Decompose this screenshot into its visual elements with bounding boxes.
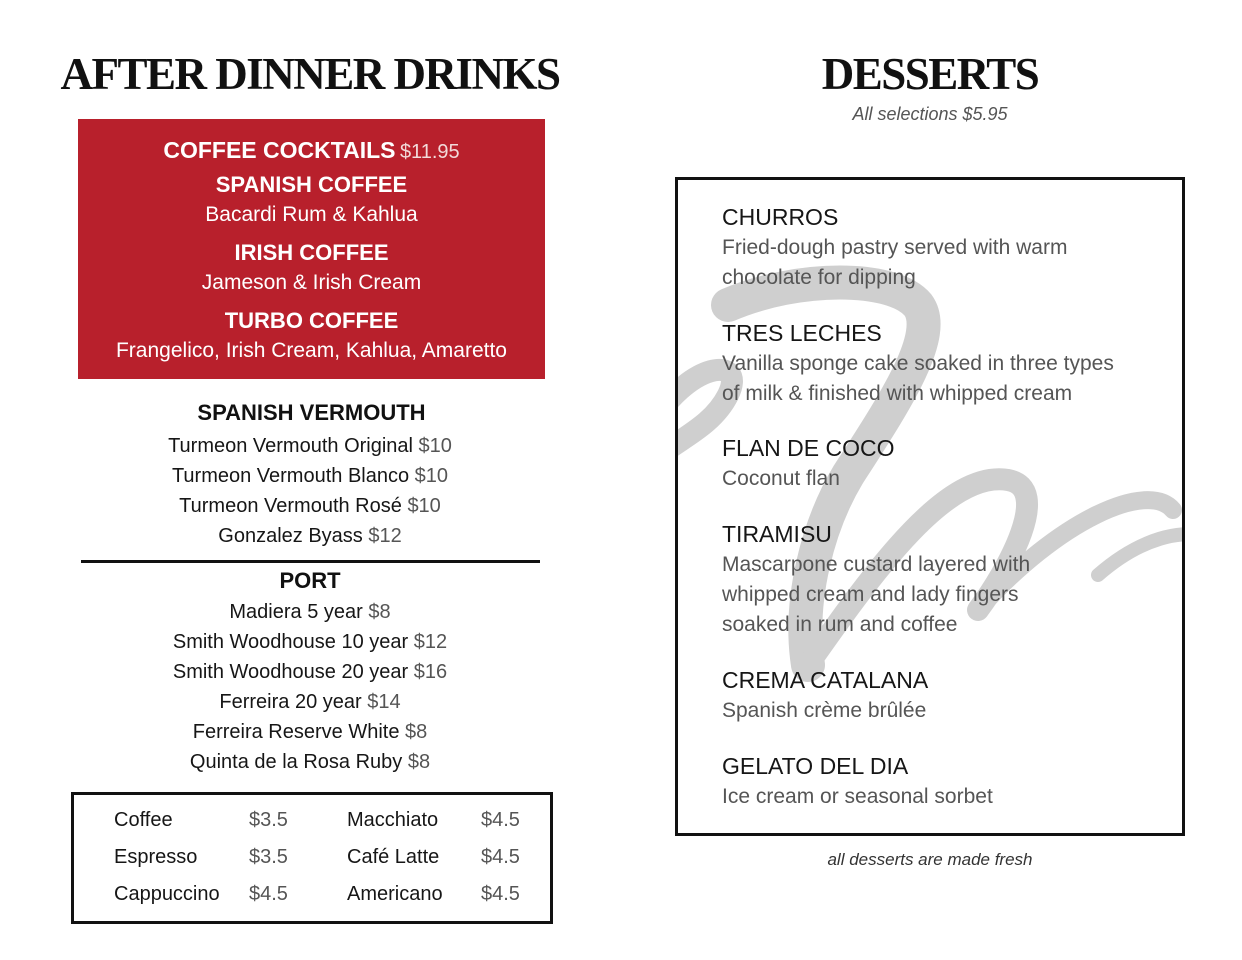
coffee-drink-price: $4.5 — [481, 809, 520, 831]
item-name: Ferreira Reserve White — [192, 721, 400, 743]
coffee-drink-name: Café Latte — [347, 846, 440, 868]
cocktail-desc: Bacardi Rum & Kahlua — [205, 203, 418, 226]
dessert-desc-line: of milk & finished with whipped cream — [722, 382, 1073, 405]
dessert-name: TRES LECHES — [722, 320, 882, 346]
desserts-footer-note: all desserts are made fresh — [827, 850, 1033, 869]
coffee-drink-price: $4.5 — [481, 846, 520, 868]
item-price: $10 — [407, 495, 441, 517]
list-item — [60, 491, 560, 521]
item-name: Ferreira 20 year — [219, 691, 362, 713]
item-price: $14 — [367, 691, 401, 713]
item-name: Turmeon Vermouth Original — [168, 435, 413, 457]
item-name: Smith Woodhouse 20 year — [172, 661, 409, 683]
dessert-name: TIRAMISU — [722, 521, 832, 547]
dessert-name: GELATO DEL DIA — [722, 753, 909, 779]
item-price: $12 — [368, 525, 402, 547]
dessert-name: CREMA CATALANA — [722, 667, 929, 693]
dessert-name: FLAN DE COCO — [722, 435, 895, 461]
item-name: Turmeon Vermouth Rosé — [179, 495, 402, 517]
item-price: $8 — [405, 721, 428, 743]
item-price: $12 — [413, 631, 448, 653]
vermouth-heading: SPANISH VERMOUTH — [197, 400, 426, 425]
list-item — [60, 747, 560, 777]
cocktail-desc: Jameson & Irish Cream — [201, 271, 422, 294]
dessert-desc-line: Fried-dough pastry served with warm — [722, 236, 1068, 259]
dessert-desc-line: whipped cream and lady fingers — [722, 583, 1019, 606]
dessert-desc-line: chocolate for dipping — [722, 266, 916, 289]
coffee-cocktails-heading-line — [78, 135, 545, 169]
dessert-desc-line: Mascarpone custard layered with — [722, 553, 1031, 576]
port-heading: PORT — [279, 568, 341, 593]
list-item — [60, 717, 560, 747]
cocktail-name: TURBO COFFEE — [224, 308, 399, 333]
desserts-title: DESSERTS — [821, 49, 1039, 99]
coffee-drink-name: Macchiato — [347, 809, 439, 831]
desserts-subtitle: All selections $5.95 — [852, 104, 1008, 124]
dessert-name: CHURROS — [722, 204, 839, 230]
list-item — [60, 687, 560, 717]
cocktail-name: SPANISH COFFEE — [215, 172, 408, 197]
list-item — [60, 521, 560, 551]
coffee-drink-price: $3.5 — [249, 809, 288, 831]
coffee-drinks-box — [71, 792, 553, 924]
cocktail-desc: Frangelico, Irish Cream, Kahlua, Amaretto — [115, 339, 507, 362]
coffee-cocktails-price: $11.95 — [399, 141, 460, 163]
coffee-drink-name: Cappuccino — [114, 883, 220, 905]
list-item — [60, 461, 560, 491]
coffee-cocktails-box — [78, 119, 545, 379]
dessert-desc-line: Coconut flan — [722, 467, 840, 490]
after-dinner-drinks-title: AFTER DINNER DRINKS — [60, 49, 560, 99]
coffee-drink-price: $4.5 — [249, 883, 288, 905]
item-name: Smith Woodhouse 10 year — [172, 631, 409, 653]
item-name: Quinta de la Rosa Ruby — [189, 751, 403, 773]
coffee-drink-name: Espresso — [114, 846, 198, 868]
list-item — [60, 597, 560, 627]
item-price: $16 — [413, 661, 448, 683]
item-price: $8 — [368, 601, 391, 623]
coffee-drink-price: $4.5 — [481, 883, 520, 905]
list-item — [60, 431, 560, 461]
item-name: Madiera 5 year — [229, 601, 363, 623]
cocktail-name: IRISH COFFEE — [234, 240, 389, 265]
dessert-desc-line: Spanish crème brûlée — [722, 699, 927, 722]
item-name: Gonzalez Byass — [218, 525, 363, 547]
list-item — [60, 657, 560, 687]
coffee-drink-price: $3.5 — [249, 846, 288, 868]
coffee-cocktails-heading: COFFEE COCKTAILS — [163, 137, 396, 163]
coffee-drink-name: Americano — [347, 883, 443, 905]
dessert-desc-line: soaked in rum and coffee — [722, 613, 958, 636]
dessert-desc-line: Ice cream or seasonal sorbet — [722, 785, 993, 808]
item-name: Turmeon Vermouth Blanco — [171, 465, 410, 487]
coffee-drink-name: Coffee — [114, 809, 173, 831]
section-divider — [81, 560, 540, 563]
dessert-desc-line: Vanilla sponge cake soaked in three types — [722, 352, 1114, 375]
desserts-box — [675, 177, 1185, 836]
list-item — [60, 627, 560, 657]
item-price: $10 — [414, 465, 449, 487]
item-price: $10 — [418, 435, 452, 457]
item-price: $8 — [407, 751, 431, 773]
